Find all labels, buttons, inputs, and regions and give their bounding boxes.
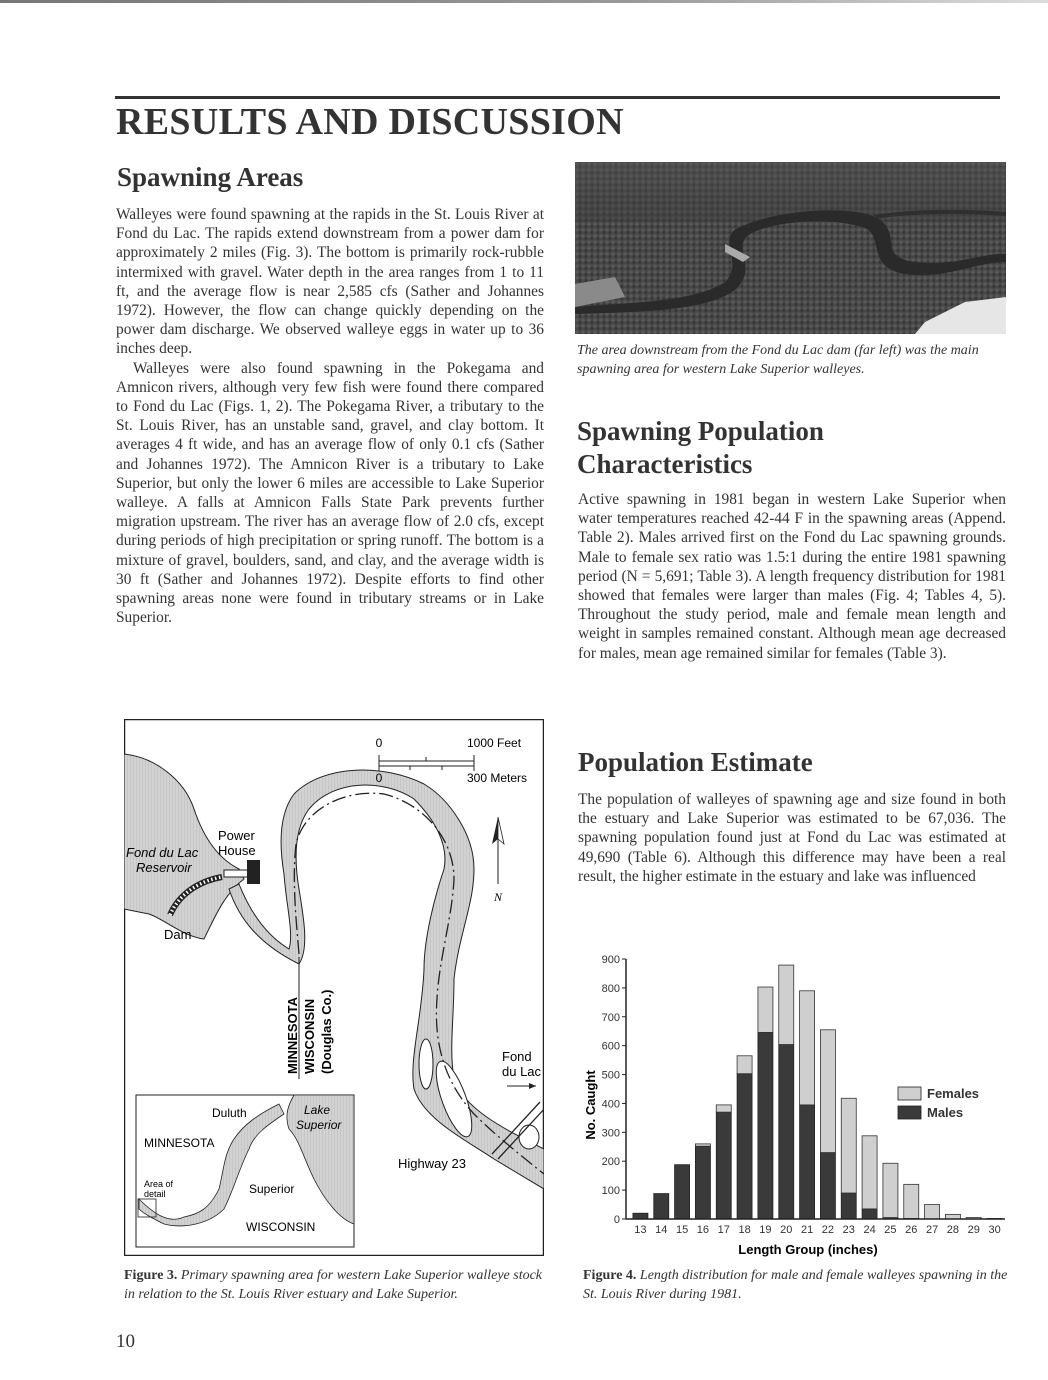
- legend-swatch-males: [898, 1106, 921, 1119]
- y-tick-label: 0: [613, 1214, 620, 1226]
- figure-4-caption: [583, 1267, 1008, 1304]
- bar-males-13: [633, 1213, 648, 1219]
- spawning-population-text: [578, 490, 1006, 663]
- scale-zero-meters: 0: [375, 771, 383, 785]
- power-house-label: Power: [218, 828, 255, 843]
- bar-males-22: [820, 1153, 835, 1219]
- bar-males-19: [758, 1032, 773, 1219]
- bar-females-20: [779, 965, 794, 1044]
- heading-population-estimate: Population Estimate: [578, 747, 813, 777]
- figure-3-caption-text: Primary spawning area for western Lake Superior walleye stock in relation to the St. Louis River estuary and Lake Superior.: [124, 1268, 543, 1302]
- scale-zero-feet: 0: [375, 736, 383, 750]
- bar-females-24: [862, 1136, 877, 1209]
- fond-du-lac-label: du Lac: [502, 1064, 542, 1079]
- border-label-wisconsin: WISCONSIN: [302, 998, 317, 1074]
- photo-caption: The area downstream from the Fond du Lac dam (far left) was the main spawning area for western Lake Superior walleyes.: [577, 343, 979, 377]
- aerial-photo-image: [575, 162, 1006, 334]
- fond-du-lac-label: Fond: [502, 1049, 532, 1064]
- x-tick-label: 26: [905, 1224, 918, 1236]
- x-tick-label: 20: [780, 1224, 793, 1236]
- bar-females-19: [758, 987, 773, 1032]
- aerial-photo: [575, 162, 1006, 334]
- island: [519, 1125, 539, 1149]
- reservoir-label: Reservoir: [136, 860, 192, 875]
- figure-3-caption: [124, 1267, 544, 1304]
- figure-3-map: [124, 719, 544, 1256]
- y-tick-label: 100: [601, 1185, 620, 1198]
- section-title: RESULTS AND DISCUSSION: [116, 101, 624, 143]
- north-label: N: [493, 890, 503, 904]
- x-tick-label: 18: [738, 1224, 751, 1236]
- scale-feet-label: 1000 Feet: [467, 736, 522, 750]
- x-axis-label: Length Group (inches): [738, 1242, 878, 1257]
- y-tick-label: 500: [601, 1069, 620, 1082]
- x-axis: [626, 1219, 1005, 1236]
- bar-females-16: [695, 1144, 710, 1146]
- inset-area-label: detail: [144, 1189, 166, 1199]
- y-axis: [602, 954, 626, 1226]
- bar-males-21: [800, 1105, 815, 1219]
- inset-area-label: Area of: [144, 1179, 174, 1189]
- y-tick-label: 600: [601, 1040, 620, 1053]
- paragraph: Walleyes were found spawning at the rapids in the St. Louis River at Fond du Lac. The rapids extend downstream from a power dam for approximately 2 miles (Fig. 3). The bottom is primarily rock-rubble intermixed with gravel. Water depth in the area ranges from 1 to 11 ft, and the average flow is near 2,585 cfs (Sather and Johannes 1972). However, the flow can change quickly depending on the power dam discharge. We observed walleye eggs in water up to 36 inches deep.: [116, 206, 544, 358]
- bar-males-24: [862, 1209, 877, 1219]
- inset-wisconsin: WISCONSIN: [246, 1220, 316, 1234]
- legend-swatch-females: [898, 1087, 921, 1100]
- figure-4-chart: [580, 945, 1010, 1260]
- legend-label-females: Females: [927, 1086, 980, 1101]
- bar-males-18: [737, 1074, 752, 1219]
- bar-males-20: [779, 1045, 794, 1219]
- inset-duluth: Duluth: [212, 1106, 247, 1120]
- bar-females-27: [925, 1205, 940, 1219]
- x-tick-label: 15: [675, 1224, 689, 1236]
- bar-males-17: [716, 1112, 731, 1219]
- y-tick-label: 200: [601, 1156, 620, 1169]
- inset-lake: Superior: [296, 1118, 342, 1132]
- heading-spawning-areas: Spawning Areas: [117, 162, 304, 192]
- island: [419, 1039, 433, 1089]
- inset-map: [136, 1095, 354, 1247]
- legend: [898, 1086, 979, 1120]
- legend-label-males: Males: [927, 1105, 964, 1120]
- spawning-areas-text: [116, 205, 544, 627]
- power-house-label: House: [218, 843, 256, 858]
- border-label-minnesota: MINNESOTA: [285, 996, 300, 1074]
- y-tick-label: 800: [601, 982, 620, 995]
- x-tick-label: 30: [988, 1224, 1001, 1236]
- bar-males-15: [675, 1165, 690, 1219]
- paragraph: Active spawning in 1981 began in western Lake Superior when water temperatures reached 42-44 F in the spawning areas (Append. Table 2). Males arrived first on the Fond du Lac spawning grounds. Male to female sex ratio was 1.5:1 during the entire 1981 spawning period (N = 5,691; Table 3). A length frequency distribution for 1981 showed that females were larger than males (Fig. 4; Tables 4, 5). Throughout the study period, male and female mean length and weight in samples remained constant. Although mean age decreased for males, mean age remained similar for females (Table 3).: [578, 491, 1006, 662]
- y-tick-label: 400: [601, 1098, 620, 1111]
- population-estimate-text: [578, 790, 1006, 886]
- x-tick-label: 25: [884, 1224, 897, 1236]
- border-label-county: (Douglas Co.): [319, 989, 334, 1074]
- y-tick-label: 900: [601, 954, 620, 966]
- paragraph: Walleyes were also found spawning in the Pokegama and Amnicon rivers, although very few fish were found there compared to Fond du Lac (Figs. 1, 2). The Pokegama River, a tributary to the St. Louis River, has an unstable sand, gravel, and clay bottom. It averages 4 ft wide, and has an average flow of only 0.1 cfs (Sather and Johannes 1972). The Amnicon River is a tributary to Lake Superior, but only the lower 6 miles are accessible to Lake Superior walleye. A falls at Amnicon Falls State Park prevents further migration upstream. The river has an average flow of 2.0 cfs, except during periods of high precipitation or spring runoff. The bottom is a mixture of gravel, boulders, sand, and clay, and the average width is 30 ft (Sather and Johannes 1972). Despite efforts to find other spawning areas none were found in tributary streams or in Lake Superior.: [116, 359, 544, 627]
- figure-3-label: Figure 3.: [124, 1268, 178, 1283]
- figure-4-caption-text: Length distribution for male and female walleyes spawning in the St. Louis River during 1981.: [583, 1268, 1008, 1302]
- page-number: 10: [116, 1331, 135, 1352]
- x-tick-label: 14: [655, 1224, 668, 1236]
- y-tick-label: 300: [601, 1127, 620, 1140]
- inset-superior: Superior: [249, 1182, 295, 1196]
- x-tick-label: 17: [717, 1224, 730, 1236]
- x-tick-label: 22: [821, 1224, 835, 1236]
- figure-4-label: Figure 4.: [583, 1268, 637, 1283]
- heading-spawning-population: Spawning Population Characteristics: [577, 416, 824, 479]
- x-tick-label: 23: [842, 1224, 855, 1236]
- x-tick-label: 13: [634, 1224, 647, 1236]
- x-tick-label: 19: [759, 1224, 772, 1236]
- highway-label: Highway 23: [398, 1156, 466, 1171]
- bar-males-14: [654, 1194, 669, 1219]
- x-tick-label: 27: [925, 1224, 939, 1236]
- y-tick-label: 700: [601, 1011, 620, 1024]
- inset-minnesota: MINNESOTA: [144, 1136, 215, 1150]
- section-rule: [115, 96, 1000, 99]
- x-tick-label: 16: [696, 1224, 710, 1236]
- x-tick-label: 24: [863, 1224, 876, 1236]
- bar-females-21: [800, 991, 815, 1105]
- inset-lake: Lake: [304, 1103, 331, 1117]
- scale-meters-label: 300 Meters: [467, 771, 528, 785]
- reservoir-label: Fond du Lac: [126, 845, 199, 860]
- page-top-edge: [0, 0, 1048, 3]
- x-tick-label: 28: [946, 1224, 960, 1236]
- bar-females-25: [883, 1163, 898, 1217]
- bar-males-16: [695, 1146, 710, 1219]
- power-house-icon: [247, 860, 260, 884]
- bar-males-23: [841, 1193, 856, 1219]
- x-tick-label: 29: [967, 1224, 980, 1236]
- paragraph: The population of walleyes of spawning age and size found in both the estuary and Lake Superior was estimated to be 67,036. The spawning population found just at Fond du Lac was estimated at 49,690 (Table 6). Although this difference may have been a real result, the higher estimate in the estuary and lake was influenced: [578, 791, 1006, 885]
- dam-label: Dam: [164, 927, 192, 942]
- bar-females-23: [841, 1098, 856, 1193]
- y-axis-label: No. Caught: [583, 1070, 598, 1140]
- penstock: [224, 870, 248, 877]
- bar-females-18: [737, 1056, 752, 1074]
- bar-females-17: [716, 1105, 731, 1112]
- x-tick-label: 21: [800, 1224, 814, 1236]
- bar-females-22: [820, 1030, 835, 1153]
- bar-females-26: [904, 1184, 919, 1218]
